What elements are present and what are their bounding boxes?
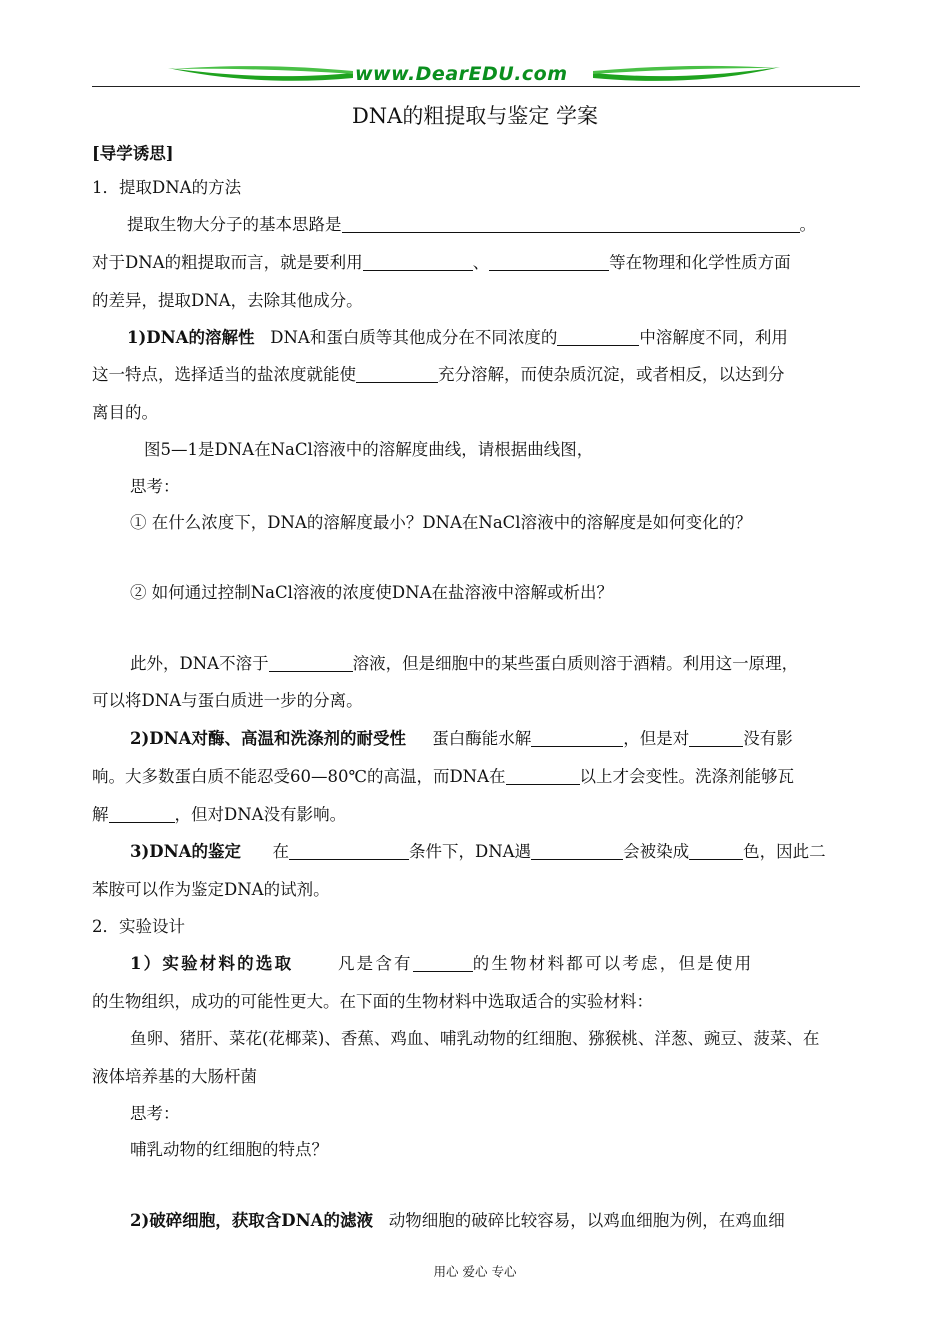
paragraph-line: 哺乳动物的红细胞的特点？	[130, 1140, 328, 1159]
paragraph-line: 解 ，但对DNA没有影响。	[92, 805, 347, 824]
paragraph-line: 这一特点，选择适当的盐浓度就能使 充分溶解，而使杂质沉淀，或者相反，以达到分	[92, 365, 785, 384]
paragraph-line: 图5—1是DNA在NaCl溶液中的溶解度曲线，请根据曲线图，	[144, 440, 594, 459]
fill-blank	[531, 843, 623, 860]
fill-blank	[356, 366, 438, 383]
fill-blank	[363, 254, 473, 271]
fill-blank	[342, 216, 800, 233]
paragraph-line: 响。大多数蛋白质不能忍受60—80℃的高温，而DNA在 以上才会变性。洗涤剂能够瓦	[92, 767, 795, 786]
paragraph-line: 思考：	[130, 1104, 180, 1123]
question-1: ① 在什么浓度下，DNA的溶解度最小？DNA在NaCl溶液中的溶解度是如何变化的？	[130, 513, 752, 532]
fill-blank	[689, 843, 743, 860]
subsection-title: 1)DNA的溶解性	[127, 328, 255, 347]
section-2-heading: 2．实验设计	[92, 917, 185, 936]
fill-blank	[109, 806, 175, 823]
fill-blank	[269, 655, 353, 672]
paragraph-line: 离目的。	[92, 403, 158, 422]
fill-blank	[489, 254, 609, 271]
paragraph-line: 此外，DNA不溶于 溶液，但是细胞中的某些蛋白质则溶于酒精。利用这一原理，	[130, 654, 799, 673]
fill-blank	[413, 955, 473, 972]
paragraph-line: 的生物组织，成功的可能性更大。在下面的生物材料中选取适合的实验材料：	[92, 992, 653, 1011]
paragraph-line: 2)DNA对酶、高温和洗涤剂的耐受性 蛋白酶能水解 ，但是对 没有影	[130, 729, 793, 748]
fill-blank	[531, 730, 623, 747]
paragraph-line: 鱼卵、猪肝、菜花(花椰菜)、香蕉、鸡血、哺乳动物的红细胞、猕猴桃、洋葱、豌豆、菠菜、在	[130, 1029, 820, 1048]
paragraph-line: 苯胺可以作为鉴定DNA的试剂。	[92, 880, 330, 899]
paragraph-line: 思考：	[130, 477, 180, 496]
section-guide-heading: [导学诱思]	[92, 144, 174, 163]
question-2: ② 如何通过控制NaCl溶液的浓度使DNA在盐溶液中溶解或析出？	[130, 583, 614, 602]
site-logo-text: www.DearEDU.com	[355, 63, 568, 85]
fill-blank	[289, 843, 409, 860]
section-1-heading: 1．提取DNA的方法	[92, 178, 242, 197]
header-rule	[92, 86, 860, 87]
subsection-title: 2)DNA对酶、高温和洗涤剂的耐受性	[130, 729, 406, 748]
subsection-title: 1）实验材料的选取	[130, 954, 294, 973]
paragraph-line: 液体培养基的大肠杆菌	[92, 1067, 257, 1086]
fill-blank	[557, 329, 639, 346]
paragraph-line: 提取生物大分子的基本思路是 。	[127, 215, 816, 234]
fill-blank	[506, 768, 580, 785]
paragraph-line: 对于DNA的粗提取而言，就是要利用 、 等在物理和化学性质方面	[92, 253, 791, 272]
document-title: DNA的粗提取与鉴定 学案	[351, 104, 599, 128]
page-footer: 用心 爱心 专心	[433, 1264, 517, 1279]
paragraph-line: 1）实验材料的选取 凡是含有 的生物材料都可以考虑，但是使用	[130, 954, 754, 973]
paragraph-line: 可以将DNA与蛋白质进一步的分离。	[92, 691, 363, 710]
paragraph-line: 3)DNA的鉴定 在 条件下，DNA遇 会被染成 色，因此二	[130, 842, 826, 861]
paragraph-line: 的差异，提取DNA，去除其他成分。	[92, 291, 363, 310]
subsection-title: 2)破碎细胞，获取含DNA的滤液	[130, 1211, 373, 1230]
subsection-title: 3)DNA的鉴定	[130, 842, 241, 861]
paragraph-line: 2)破碎细胞，获取含DNA的滤液 动物细胞的破碎比较容易，以鸡血细胞为例，在鸡血细	[130, 1211, 785, 1230]
paragraph-line: 1)DNA的溶解性 DNA和蛋白质等其他成分在不同浓度的 中溶解度不同，利用	[127, 328, 788, 347]
fill-blank	[689, 730, 743, 747]
